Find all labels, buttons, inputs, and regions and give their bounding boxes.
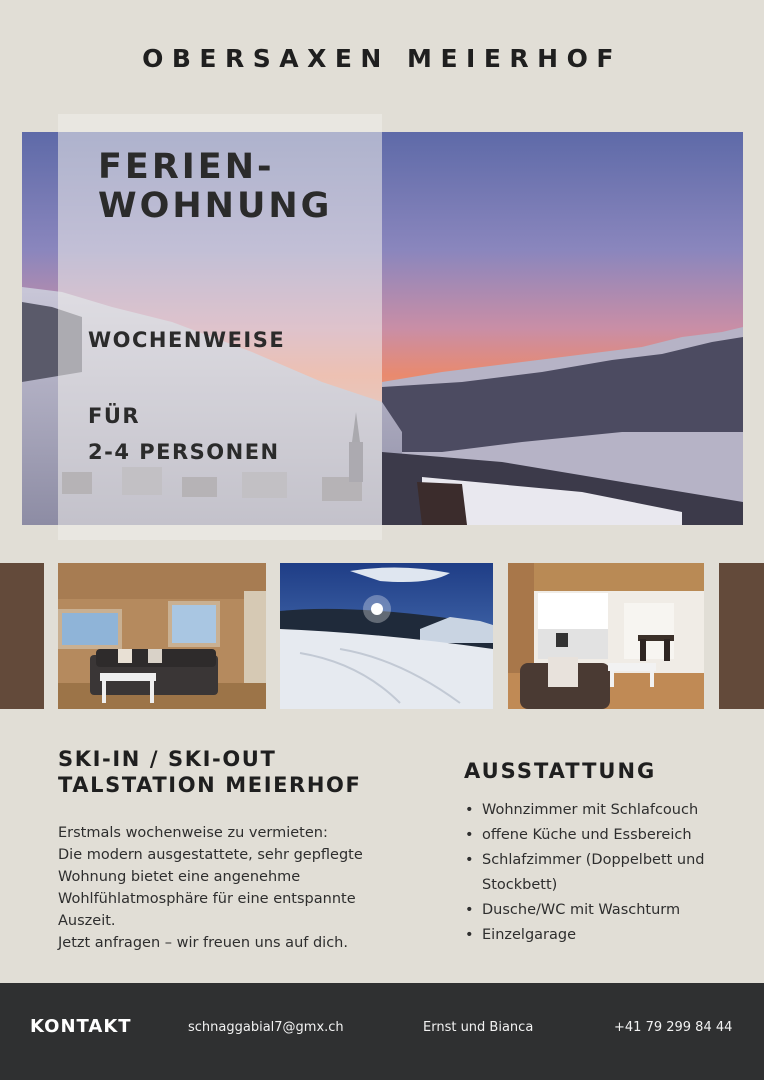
ausstattung-heading: AUSSTATTUNG [464, 759, 657, 783]
living-room-photo [58, 563, 266, 709]
hero-heading-line2: WOHNUNG [98, 186, 333, 226]
ski-slope-photo [280, 563, 493, 709]
intro-line: Auszeit. [58, 913, 116, 929]
contact-phone[interactable]: +41 79 299 84 44 [614, 1020, 733, 1035]
page-title: OBERSAXEN MEIERHOF [142, 44, 622, 73]
list-item: • Wohnzimmer mit Schlafcouch [464, 798, 734, 823]
intro-line: Wohlfühlatmosphäre für eine entspannte [58, 891, 356, 907]
intro-text [58, 822, 428, 954]
contact-names: Ernst und Bianca [423, 1020, 534, 1035]
intro-heading-line2: TALSTATION MEIERHOF [58, 773, 362, 797]
hero-subtitle-persons-line1: FÜR [88, 404, 141, 428]
hero-subtitle-persons-line2: 2-4 PERSONEN [88, 440, 280, 464]
ausstattung-list [464, 798, 734, 948]
intro-heading [58, 746, 361, 798]
contact-email[interactable]: schnaggabial7@gmx.ch [188, 1020, 344, 1035]
strip-accent-left [0, 563, 44, 709]
hero-subtitle-weekly: WOCHENWEISE [88, 328, 286, 352]
hero-heading-line1: FERIEN- [98, 147, 275, 187]
intro-heading-line1: SKI-IN / SKI-OUT [58, 747, 277, 771]
intro-line: Wohnung bietet eine angenehme [58, 869, 301, 885]
intro-line: Erstmals wochenweise zu vermieten: [58, 825, 328, 841]
hero-subtitle-persons [88, 398, 280, 470]
list-item: • Schlafzimmer (Doppelbett und Stockbett) [464, 848, 734, 898]
list-item: • offene Küche und Essbereich [464, 823, 734, 848]
list-item: • Einzelgarage [464, 923, 734, 948]
strip-accent-right [719, 563, 764, 709]
footer-title: KONTAKT [30, 1016, 132, 1037]
intro-line: Jetzt anfragen – wir freuen uns auf dich. [58, 935, 348, 951]
list-item: • Dusche/WC mit Waschturm [464, 898, 734, 923]
hero-heading [98, 148, 332, 226]
intro-line: Die modern ausgestattete, sehr gepflegte [58, 847, 363, 863]
kitchen-dining-photo [508, 563, 704, 709]
